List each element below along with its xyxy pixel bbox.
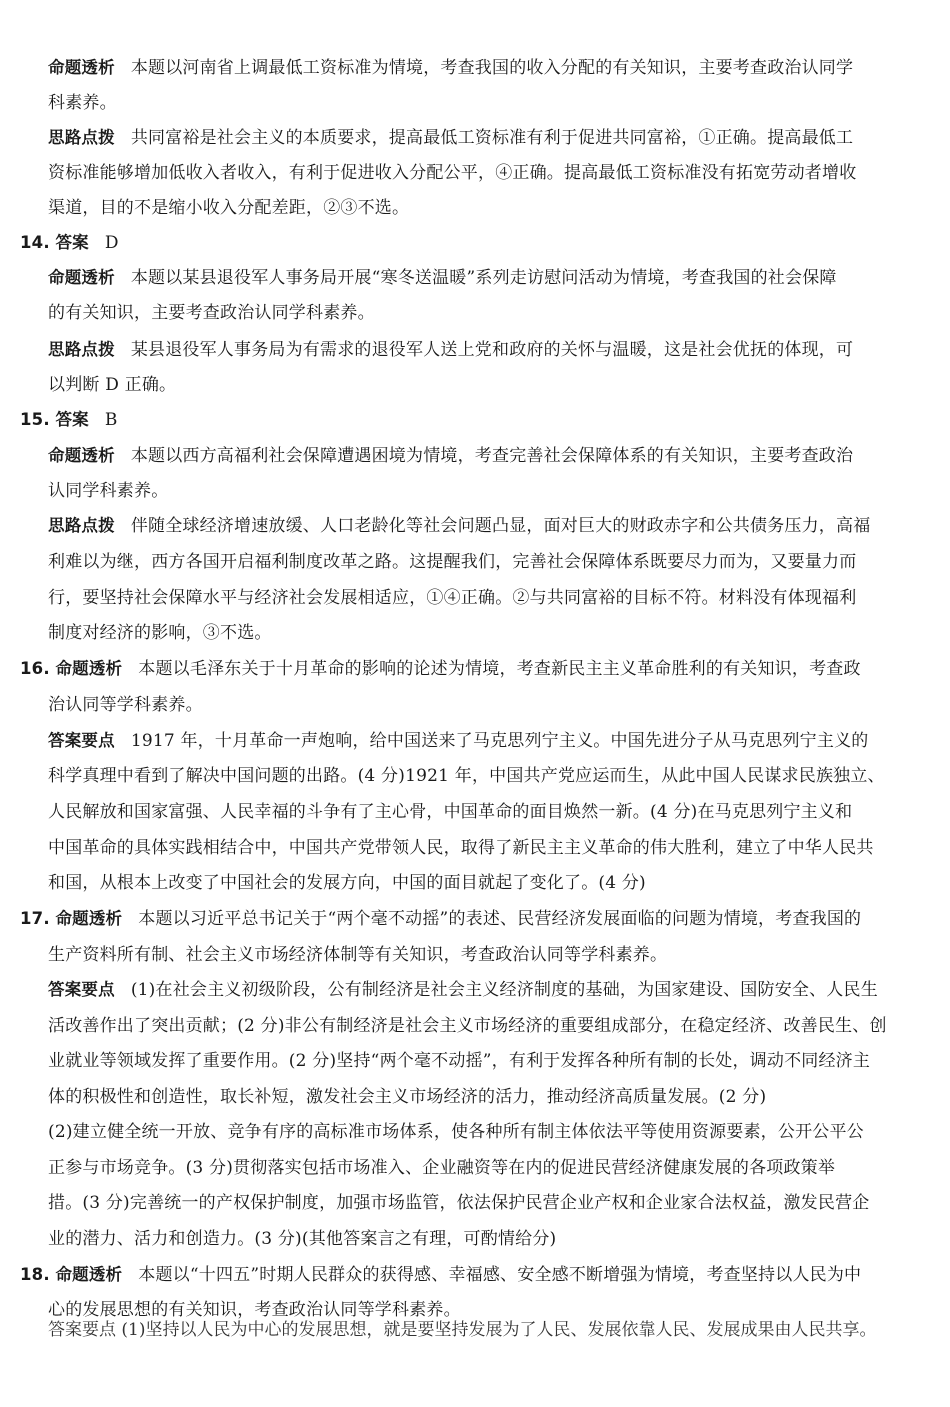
q14-answer-value: D [104, 233, 119, 253]
q18-cut-off-line: 答案要点 (1)坚持以人民为中心的发展思想，就是要坚持发展为了人民、发展依靠人民、发展成果由人民共享。 [48, 1320, 877, 1340]
q17-answer1-line-3: 业就业等领域发挥了重要作用。(2 分)坚持“两个毫不动摇”，有利于发挥各种所有制的长处，调动不同经济主 [48, 1051, 871, 1071]
q17-mingti-line-2: 生产资料所有制、社会主义市场经济体制等有关知识，考查政治认同等学科素养。 [48, 945, 668, 965]
q14-mingti-line-2: 的有关知识，主要考查政治认同学科素养。 [48, 303, 375, 323]
q15-answer-line: 15. 答案 B [20, 410, 118, 430]
q14-silu-line-1: 思路点拨 某县退役军人事务局为有需求的退役军人送上党和政府的关怀与温暖，这是社会优抚的体现，可 [48, 340, 854, 360]
q16-answer-line-3: 人民解放和国家富强、人民幸福的斗争有了主心骨，中国革命的面目焕然一新。(4 分)在马克思列宁主义和 [48, 802, 853, 822]
q13-mingti-line-1: 命题透析 本题以河南省上调最低工资标准为情境，考查我国的收入分配的有关知识，主要考查政治认同学 [48, 58, 854, 78]
answer-label: 答案 [55, 233, 89, 252]
q13-mingti-line-2: 科素养。 [48, 93, 117, 113]
q14-answer-line [20, 232, 119, 254]
q15-mingti-line-2: 认同学科素养。 [48, 481, 169, 501]
q16-answer-line-4: 中国革命的具体实践相结合中，中国共产党带领人民，取得了新民主主义革命的伟大胜利，建立了中华人民共 [48, 838, 874, 858]
answer-key-label: 答案要点 [48, 731, 115, 750]
q15-silu-line-4: 制度对经济的影响，③不选。 [48, 623, 272, 643]
q16-mingti-line-1: 16. 命题透析 本题以毛泽东关于十月革命的影响的论述为情境，考查新民主主义革命胜利的有关知识，考查政 [20, 659, 861, 679]
q17-answer2-line-2: 正参与市场竞争。(3 分)贯彻落实包括市场准入、企业融资等在内的促进民营经济健康发展的各项政策举 [48, 1158, 836, 1178]
q17-answer1-line-4: 体的积极性和创造性，取长补短，激发社会主义市场经济的活力，推动经济高质量发展。(2 分) [48, 1087, 767, 1107]
q15-silu-line-1: 思路点拨 伴随全球经济增速放缓、人口老龄化等社会问题凸显，面对巨大的财政赤字和公共债务压力，高福 [48, 516, 871, 536]
q18-mingti-line-1: 18. 命题透析 本题以“十四五”时期人民群众的获得感、幸福感、安全感不断增强为情境，考查坚持以人民为中 [20, 1265, 862, 1285]
q16-mingti-line-2: 治认同等学科素养。 [48, 695, 203, 715]
q16-answer-line-2: 科学真理中看到了解决中国问题的出路。(4 分)1921 年，中国共产党应运而生，从此中国人民谋求民族独立、 [48, 766, 885, 786]
q13-silu-line-2: 资标准能够增加低收入者收入，有利于促进收入分配公平，④正确。提高最低工资标准没有拓宽劳动者增收 [48, 163, 857, 183]
q15-silu-line-2: 利难以为继，西方各国开启福利制度改革之路。这提醒我们，完善社会保障体系既要尽力而为，又要量力而 [48, 552, 857, 572]
q16-answer-line-5: 和国，从根本上改变了中国社会的发展方向，中国的面目就起了变化了。(4 分) [48, 873, 646, 893]
question-number: 14. [20, 233, 50, 252]
q17-answer2-line-4: 业的潜力、活力和创造力。(3 分)(其他答案言之有理，可酌情给分) [48, 1229, 557, 1249]
q16-answer-line-1: 答案要点 1917 年，十月革命一声炮响，给中国送来了马克思列宁主义。中国先进分子从马克思列宁主义的 [48, 731, 869, 751]
q14-mingti-line-1: 命题透析 本题以某县退役军人事务局开展“寒冬送温暖”系列走访慰问活动为情境，考查我国的社会保障 [48, 268, 837, 288]
q17-answer2-line-3: 措。(3 分)完善统一的产权保护制度，加强市场监管，依法保护民营企业产权和企业家合法权益，激发民营企 [48, 1193, 870, 1213]
silu-label: 思路点拨 [48, 128, 115, 147]
q15-silu-line-3: 行，要坚持社会保障水平与经济社会发展相适应，①④正确。②与共同富裕的目标不符。材料没有体现福利 [48, 588, 857, 608]
mingti-label: 命题透析 [48, 58, 115, 77]
q14-silu-line-2: 以判断 D 正确。 [48, 375, 177, 395]
q17-answer2-line-1: (2)建立健全统一开放、竞争有序的高标准市场体系，使各种所有制主体依法平等使用资源要素，公开公平公 [48, 1122, 864, 1142]
q17-mingti-line-1: 17. 命题透析 本题以习近平总书记关于“两个毫不动摇”的表述、民营经济发展面临的问题为情境，考查我国的 [20, 909, 862, 929]
q13-silu-line-1: 思路点拨 共同富裕是社会主义的本质要求，提高最低工资标准有利于促进共同富裕，①正确。提高最低工 [48, 128, 854, 148]
q17-answer1-line-2: 活改善作出了突出贡献；(2 分)非公有制经济是社会主义市场经济的重要组成部分，在稳定经济、改善民生、创 [48, 1016, 887, 1036]
q18-mingti-line-2: 心的发展思想的有关知识，考查政治认同等学科素养。 [48, 1300, 461, 1320]
q17-answer1-line-1: 答案要点 (1)在社会主义初级阶段，公有制经济是社会主义经济制度的基础，为国家建设、国防安全、人民生 [48, 980, 878, 1000]
q15-mingti-line-1: 命题透析 本题以西方高福利社会保障遭遇困境为情境，考查完善社会保障体系的有关知识，主要考查政治 [48, 446, 854, 466]
q13-silu-line-3: 渠道，目的不是缩小收入分配差距，②③不选。 [48, 198, 410, 218]
q15-answer-value: B [104, 410, 118, 430]
